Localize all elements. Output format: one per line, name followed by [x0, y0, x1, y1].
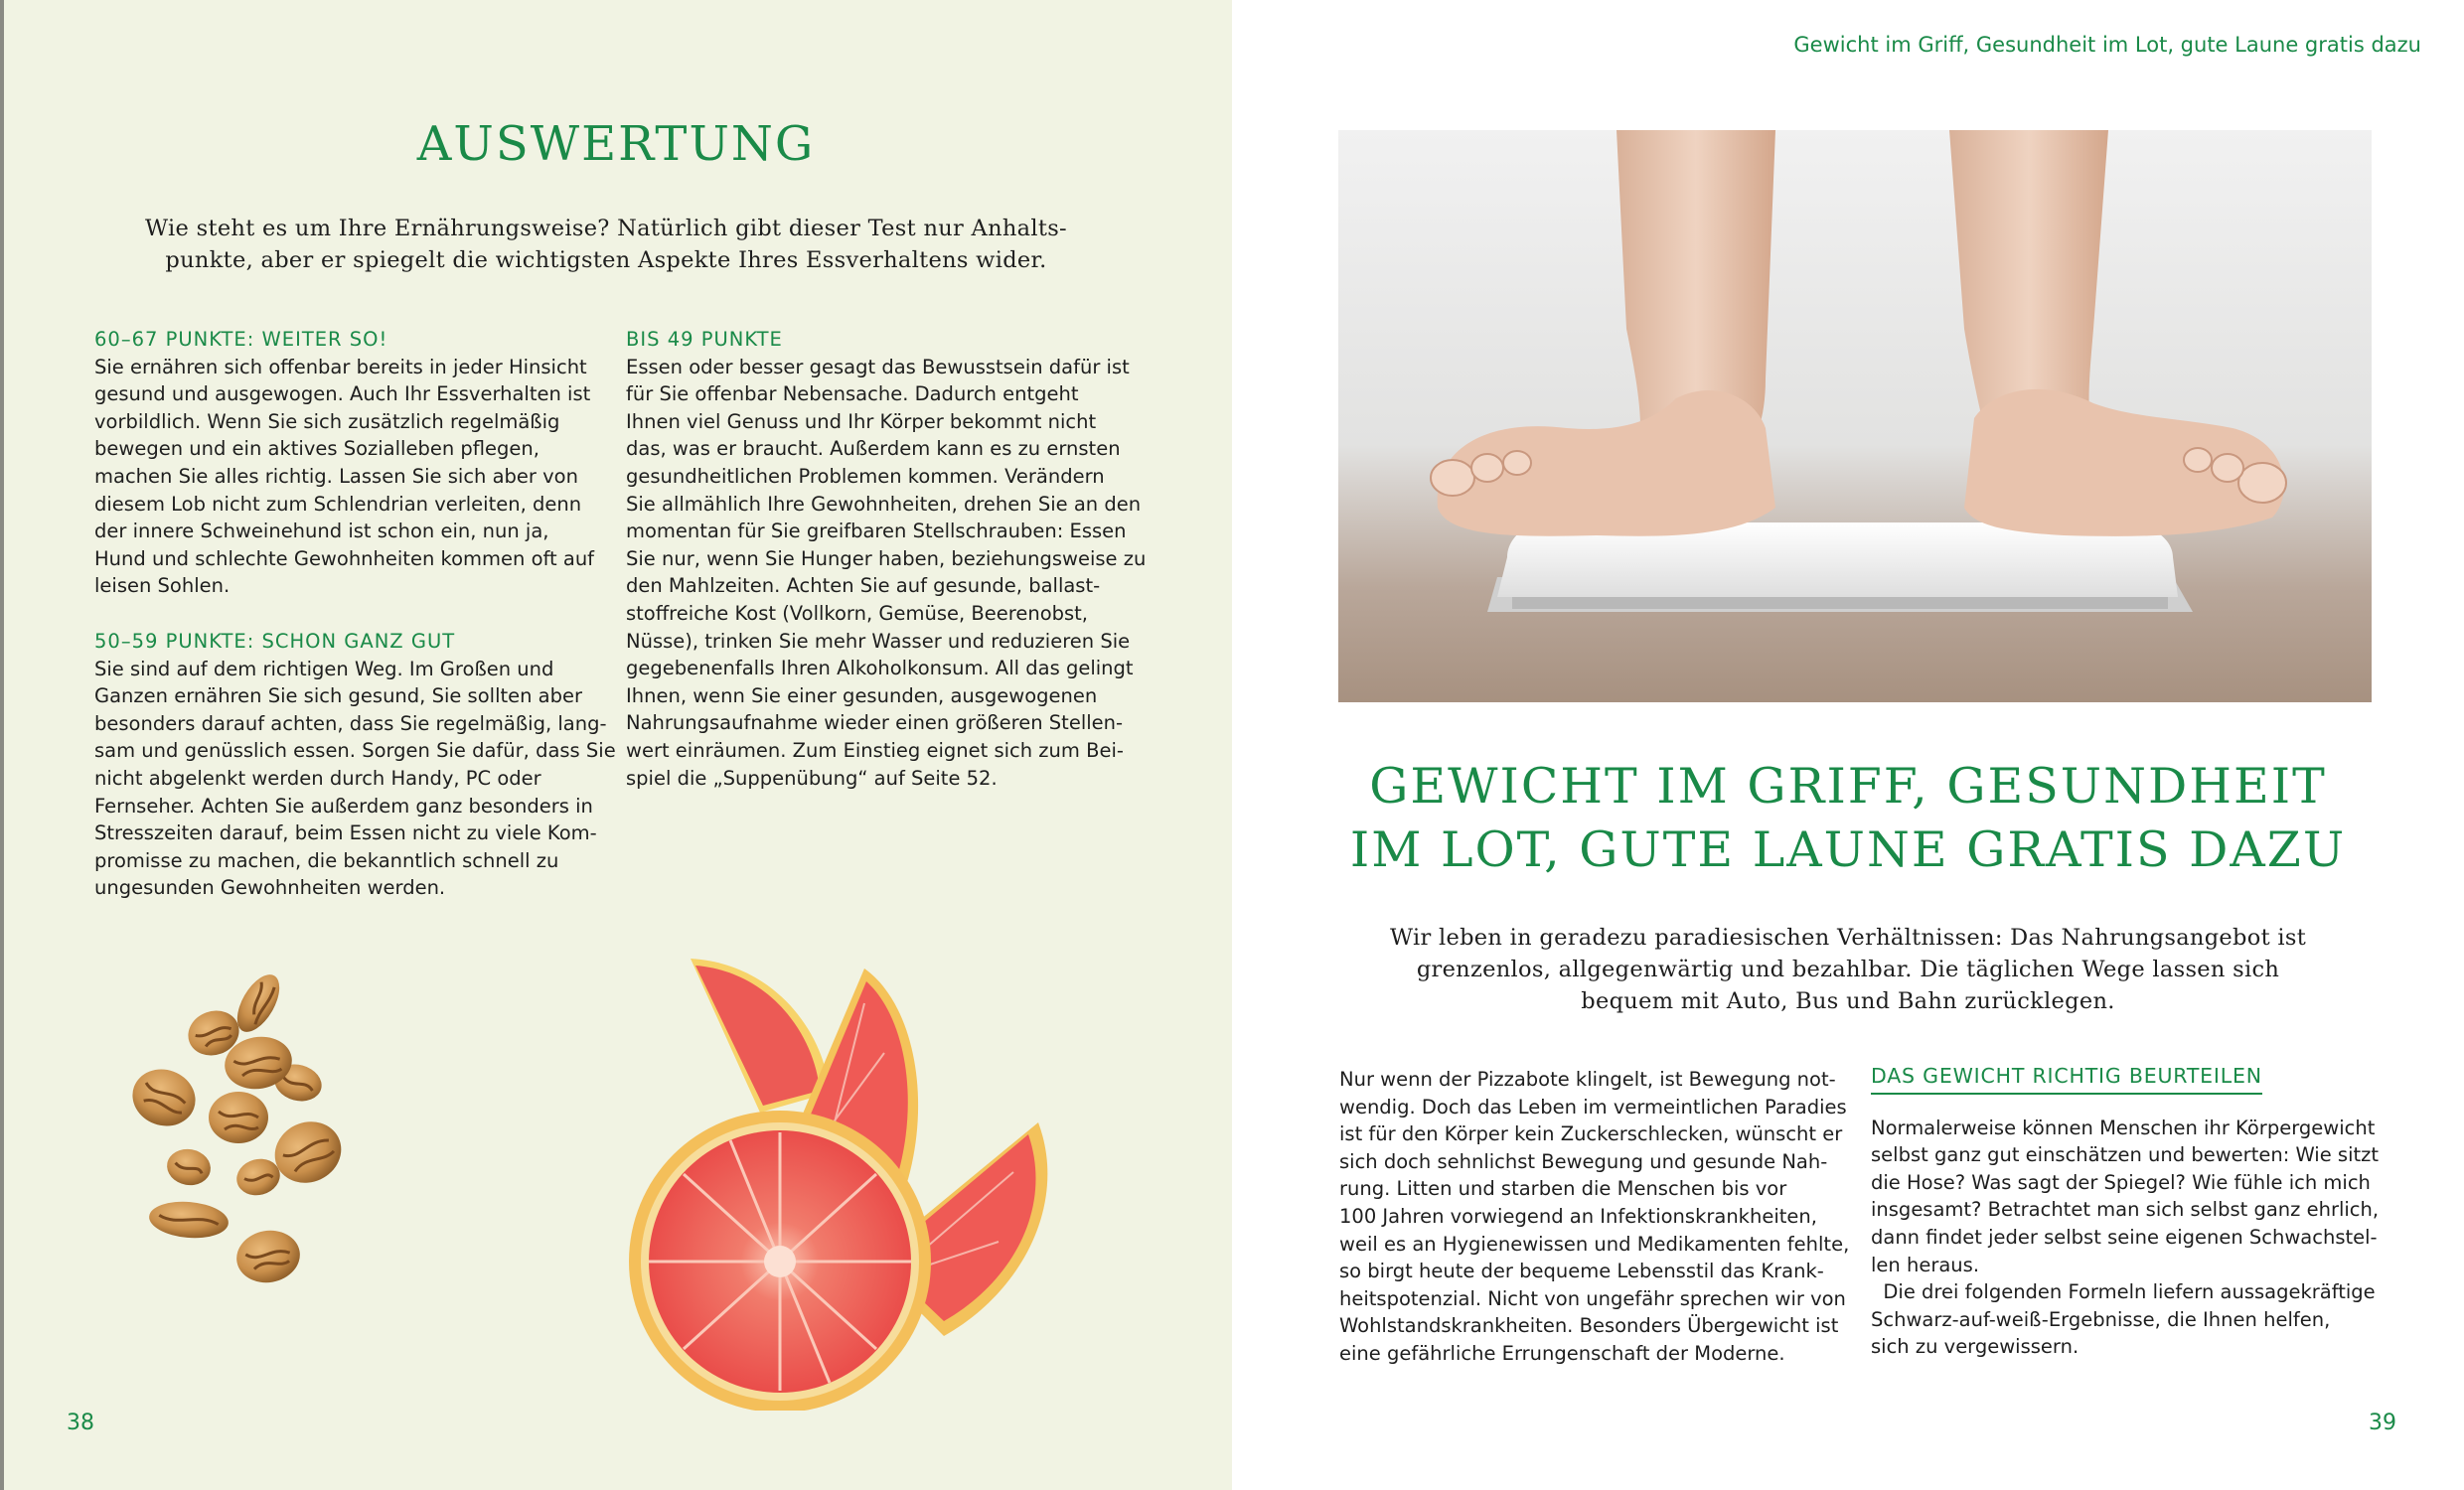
text-line: stoffreiche Kost (Vollkorn, Gemüse, Beerenobst, [626, 601, 1089, 625]
text-line: für Sie offenbar Nebensache. Dadurch entgeht [626, 382, 1079, 406]
text-line: vorbildlich. Wenn Sie sich zusätzlich regelmäßig [94, 409, 560, 433]
text-line: Die drei folgenden Formeln liefern aussagekräftige [1871, 1280, 2376, 1304]
text-line: Ihnen, wenn Sie einer gesunden, ausgewogenen [626, 683, 1098, 707]
section-body [94, 354, 631, 600]
text-line: Sie nur, wenn Sie Hunger haben, beziehungsweise zu [626, 546, 1147, 570]
walnut-icon [148, 1199, 231, 1242]
text-line: Sie sind auf dem richtigen Weg. Im Großen und [94, 657, 554, 680]
text-line: insgesamt? Betrachtet man sich selbst ganz ehrlich, [1871, 1198, 2380, 1222]
chapter-title [1232, 755, 2464, 882]
lead-line: bequem mit Auto, Bus und Bahn zurücklegen. [1581, 988, 2115, 1014]
text-line: Stresszeiten darauf, beim Essen nicht zu viele Kom- [94, 821, 597, 845]
text-line: Ganzen ernähren Sie sich gesund, Sie sollten aber [94, 684, 583, 708]
text-line: bewegen und ein aktives Sozialleben pflegen, [94, 437, 539, 461]
section-heading: DAS GEWICHT RICHTIG BEURTEILEN [1871, 1063, 2262, 1095]
text-line: Nahrungsaufnahme wieder einen größeren Stellen- [626, 711, 1124, 735]
text-line: gegebenenfalls Ihren Alkoholkonsum. All das gelingt [626, 657, 1134, 680]
text-line: eine gefährliche Errungenschaft der Moderne. [1339, 1341, 1785, 1365]
page-edge [0, 0, 4, 1490]
grapefruit-wedge-icon [691, 959, 830, 1113]
walnut-icon [164, 1145, 214, 1188]
text-line: Normalerweise können Menschen ihr Körpergewicht [1871, 1116, 2376, 1139]
text-line: der innere Schweinehund ist schon ein, nun ja, [94, 520, 549, 543]
text-line: Sie ernähren sich offenbar bereits in jeder Hinsicht [94, 355, 587, 378]
text-line: diesem Lob nicht zum Schlendrian verleiten, denn [94, 492, 582, 516]
text-line: nicht abgelenkt werden durch Handy, PC oder [94, 766, 541, 790]
text-line: sich zu vergewissern. [1871, 1335, 2079, 1359]
section-heading: BIS 49 PUNKTE [626, 328, 783, 351]
right-page [1232, 0, 2464, 1490]
text-line: so birgt heute der bequeme Lebensstil das Krank- [1339, 1260, 1824, 1283]
text-line: wert einräumen. Zum Einstieg eignet sich zum Bei- [626, 738, 1124, 762]
lead-line: Wir leben in geradezu paradiesischen Verhältnissen: Das Nahrungsangebot ist [1389, 925, 2307, 951]
text-line: den Mahlzeiten. Achten Sie auf gesunde, ballast- [626, 574, 1101, 598]
intro-text [60, 213, 1153, 276]
text-line: Ihnen viel Genuss und Ihr Körper bekommt nicht [626, 409, 1097, 433]
text-line: Wohlstandskrankheiten. Besonders Übergewicht ist [1339, 1314, 1839, 1338]
chapter-title-line: GEWICHT IM GRIFF, GESUNDHEIT [1369, 758, 2327, 815]
page-number: 39 [2369, 1411, 2396, 1435]
text-line: leisen Sohlen. [94, 574, 231, 598]
text-line: machen Sie alles richtig. Lassen Sie sich aber von [94, 464, 578, 488]
feet-on-scale-photo [1338, 130, 2372, 702]
text-line: Sie allmählich Ihre Gewohnheiten, drehen Sie an den [626, 492, 1142, 516]
walnut-icon [232, 1226, 304, 1287]
text-line: spiel die „Suppenübung“ auf Seite 52. [626, 766, 998, 790]
lead-line: grenzenlos, allgegenwärtig und bezahlbar. Die täglichen Wege lassen sich [1416, 957, 2280, 982]
walnuts-image [109, 954, 437, 1311]
text-line: Essen oder besser gesagt das Bewusstsein dafür ist [626, 355, 1130, 378]
text-line: gesund und ausgewogen. Auch Ihr Essverhalten ist [94, 382, 591, 406]
body-column-1 [1339, 1066, 1866, 1368]
text-line: heitspotenzial. Nicht von ungefähr sprechen wir von [1339, 1286, 1846, 1310]
text-line: die Hose? Was sagt der Spiegel? Wie fühle ich mich [1871, 1170, 2371, 1194]
grapefruit-image [616, 944, 1172, 1411]
text-line: rung. Litten und starben die Menschen bis vor [1339, 1177, 1787, 1201]
text-line: len heraus. [1871, 1253, 1980, 1276]
section-heading: 60–67 PUNKTE: WEITER SO! [94, 328, 388, 351]
intro-line: punkte, aber er spiegelt die wichtigsten Aspekte Ihres Essverhaltens wider. [165, 247, 1047, 273]
text-line: besonders darauf achten, dass Sie regelmäßig, lang- [94, 711, 607, 735]
walnut-icon [124, 1061, 203, 1135]
text-line: selbst ganz gut einschätzen und bewerten: Wie sitzt [1871, 1143, 2380, 1167]
page-title: AUSWERTUNG [416, 116, 816, 172]
intro-line: Wie steht es um Ihre Ernährungsweise? Natürlich gibt dieser Test nur Anhalts- [145, 216, 1067, 241]
text-line: sam und genüsslich essen. Sorgen Sie dafür, dass Sie [94, 739, 616, 763]
text-line: weil es an Hygienewissen und Medikamenten fehlte, [1339, 1232, 1850, 1256]
page-number: 38 [67, 1411, 94, 1435]
text-line: Nüsse), trinken Sie mehr Wasser und reduzieren Sie [626, 629, 1131, 653]
evaluation-column-1 [94, 326, 631, 902]
text-line: momentan für Sie greifbaren Stellschrauben: Essen [626, 520, 1127, 543]
text-line: Nur wenn der Pizzabote klingelt, ist Bewegung not- [1339, 1068, 1836, 1091]
text-line: wendig. Doch das Leben im vermeintlichen Paradies [1339, 1095, 1847, 1118]
text-line: dann findet jeder selbst seine eigenen Schwachstel- [1871, 1225, 2378, 1249]
text-line: ungesunden Gewohnheiten werden. [94, 876, 446, 900]
text-line: das, was er braucht. Außerdem kann es zu ernsten [626, 437, 1121, 461]
section-body [626, 354, 1162, 793]
text-line: promisse zu machen, die bekanntlich schnell zu [94, 848, 559, 872]
section-body [94, 656, 631, 902]
chapter-title-line: IM LOT, GUTE LAUNE GRATIS DAZU [1349, 821, 2347, 878]
text-line: sich doch sehnlichst Bewegung und gesunde Nah- [1339, 1149, 1828, 1173]
running-head: Gewicht im Griff, Gesundheit im Lot, gute Laune gratis dazu [1793, 33, 2421, 57]
text-line: Hund und schlechte Gewohnheiten kommen oft auf [94, 546, 595, 570]
grapefruit-half-icon [629, 1111, 931, 1411]
body-column-2 [1871, 1063, 2412, 1361]
section-heading: 50–59 PUNKTE: SCHON GANZ GUT [94, 629, 456, 653]
walnut-icon [209, 1092, 268, 1143]
chapter-lead [1292, 922, 2404, 1017]
text-line: Fernseher. Achten Sie außerdem ganz besonders in [94, 794, 593, 818]
text-line: Schwarz-auf-weiß-Ergebnisse, die Ihnen helfen, [1871, 1307, 2331, 1331]
text-line: gesundheitlichen Problemen kommen. Verändern [626, 464, 1105, 488]
text-line: ist für den Körper kein Zuckerschlecken, wünscht er [1339, 1122, 1843, 1146]
evaluation-column-2 [626, 326, 1162, 792]
text-line: 100 Jahren vorwiegend an Infektionskrankheiten, [1339, 1204, 1817, 1228]
